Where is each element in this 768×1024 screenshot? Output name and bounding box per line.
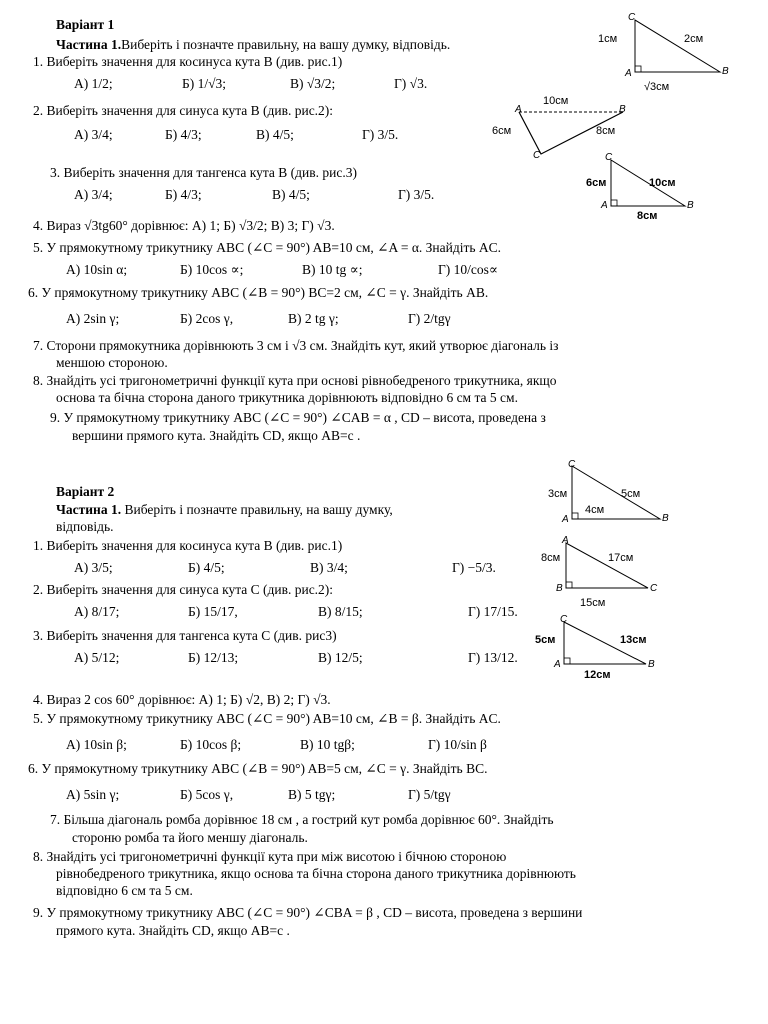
v2-figure-3 [532, 612, 662, 684]
v1-q3-opt-a: А) 3/4; [74, 187, 113, 202]
v1-fig3-right-angle [611, 200, 617, 206]
v2-fig3-side-ca: 5см [535, 634, 556, 646]
v1-title: Варіант 1 [56, 17, 115, 32]
v2-fig1-vertex-a: A [562, 514, 569, 525]
v2-q3-opt-a: А) 5/12; [74, 650, 120, 665]
v2-part-label: Частина 1. [56, 502, 122, 517]
v2-fig3-right-angle [564, 658, 570, 664]
v1-q9-line2: вершини прямого кута. Знайдіть CD, якщо AB=c . [72, 428, 361, 443]
v2-title: Варіант 2 [56, 484, 115, 499]
v2-q4: 4. Вираз 2 cos 60° дорівнює: А) 1; Б) √2, В) 2; Г) √3. [33, 692, 331, 707]
v2-q7-line1: 7. Більша діагональ ромба дорівнює 18 см , а гострий кут ромба дорівнює 60°. Знайдіть [50, 812, 554, 827]
v1-part-line [56, 37, 450, 53]
v1-q5: 5. У прямокутному трикутнику ABC (∠C = 90°) AB=10 см, ∠A = α. Знайдіть AC. [33, 240, 502, 255]
v1-fig1-side-ab: √3см [644, 81, 670, 93]
v1-q7-line1: 7. Сторони прямокутника дорівнюють 3 см і √3 см. Знайдіть кут, який утворює діагональ із [33, 338, 559, 353]
v2-fig1-side-ca: 3см [548, 488, 568, 500]
v1-fig1-right-angle [635, 66, 641, 72]
v2-q3: 3. Виберіть значення для тангенса кута C (див. рис3) [33, 628, 337, 643]
v2-figure-1 [545, 457, 675, 527]
v1-q2-opt-d: Г) 3/5. [362, 127, 399, 142]
v1-fig3-vertex-c: C [605, 152, 613, 163]
v2-q1-opt-d: Г) −5/3. [452, 560, 496, 575]
v1-q1-opt-c: В) √3/2; [290, 76, 336, 91]
v2-q6: 6. У прямокутному трикутнику ABC (∠B = 90°) AB=5 см, ∠C = γ. Знайдіть BC. [28, 761, 488, 776]
v2-q1-opt-b: Б) 4/5; [188, 560, 225, 575]
v2-q9-line2: прямого кута. Знайдіть CD, якщо AB=c . [56, 923, 290, 938]
v2-q2-opt-b: Б) 15/17, [188, 604, 238, 619]
v2-fig1-vertex-c: C [568, 459, 576, 470]
v1-fig2-side-ab: 10см [543, 95, 569, 107]
v1-q4: 4. Вираз √3tg60° дорівнює: А) 1; Б) √3/2; В) 3; Г) √3. [33, 218, 335, 233]
v2-fig1-vertex-b: B [662, 513, 669, 524]
v2-q8-line3: відповідно 6 см та 5 см. [56, 883, 193, 898]
v2-fig1-side-cb: 5см [621, 488, 641, 500]
v2-q5-opt-d: Г) 10/sin β [428, 737, 487, 752]
v2-fig3-side-ab: 12см [584, 669, 611, 681]
v2-fig1-right-angle [572, 513, 578, 519]
v2-q5-opt-c: В) 10 tgβ; [300, 737, 355, 752]
v1-fig1-side-cb: 2см [684, 33, 704, 45]
v1-fig3-side-cb: 10см [649, 177, 676, 189]
v2-q1-opt-c: В) 3/4; [310, 560, 348, 575]
v2-part-text-line2: відповідь. [56, 519, 114, 534]
v1-part-text: Виберіть і позначте правильну, на вашу думку, відповідь. [121, 37, 451, 52]
v1-q1: 1. Виберіть значення для косинуса кута B (див. рис.1) [33, 54, 343, 69]
v1-q5-opt-a: А) 10sin α; [66, 262, 128, 277]
v1-q9-line1: 9. У прямокутному трикутнику ABC (∠C = 90°) ∠CAB = α , CD – висота, проведена з [50, 410, 546, 425]
v2-q3-opt-b: Б) 12/13; [188, 650, 239, 665]
v2-fig2-vertex-c: C [650, 583, 658, 594]
v2-fig2-vertex-b: B [556, 583, 563, 594]
v1-fig2-side-ac: 6см [492, 125, 512, 137]
v1-q6-opt-d: Г) 2/tgγ [408, 311, 451, 326]
v1-fig2-vertex-c: C [533, 150, 541, 161]
v2-q8-line1: 8. Знайдіть усі тригонометричні функції кута при між висотою і бічною стороною [33, 849, 507, 864]
v2-q7-line2: стороню ромба та його меншу діагональ. [72, 830, 308, 845]
v2-q8-line2: рівнобедреного трикутника, якщо основа та бічна сторона даного трикутника дорівнюють [56, 866, 576, 881]
v1-figure-1 [590, 10, 740, 95]
v1-q1-opt-a: А) 1/2; [74, 76, 113, 91]
v2-q1-opt-a: А) 3/5; [74, 560, 113, 575]
v2-q6-opt-a: А) 5sin γ; [66, 787, 120, 802]
v2-fig3-side-cb: 13см [620, 634, 647, 646]
v1-q8-line2: основа та бічна сторона даного трикутника дорівнюють відповідно 6 см та 5 см. [56, 390, 518, 405]
v1-q2-opt-a: А) 3/4; [74, 127, 113, 142]
v2-q2-opt-d: Г) 17/15. [468, 604, 518, 619]
v2-q6-opt-c: В) 5 tgγ; [288, 787, 336, 802]
v1-q2-opt-b: Б) 4/3; [165, 127, 202, 142]
v1-fig1-vertex-b: B [722, 66, 729, 77]
v2-q6-opt-b: Б) 5cos γ, [180, 787, 234, 802]
v1-fig1-triangle [635, 20, 720, 72]
v2-part-line [56, 502, 393, 518]
v1-q3: 3. Виберіть значення для тангенса кута B (див. рис.3) [50, 165, 357, 180]
v2-fig2-vertex-a: A [562, 535, 569, 546]
v1-q5-opt-c: В) 10 tg ∝; [302, 262, 363, 277]
v1-q6-opt-c: В) 2 tg γ; [288, 311, 339, 326]
v1-q5-opt-b: Б) 10cos ∝; [180, 262, 244, 277]
v1-q6-opt-a: А) 2sin γ; [66, 311, 120, 326]
v2-q5-opt-b: Б) 10cos β; [180, 737, 242, 752]
v1-q3-opt-c: В) 4/5; [272, 187, 310, 202]
v1-fig1-side-ca: 1см [598, 33, 618, 45]
v2-fig2-side-ac: 17см [608, 552, 634, 564]
v1-q2-opt-c: В) 4/5; [256, 127, 294, 142]
v1-q3-opt-d: Г) 3/5. [398, 187, 435, 202]
v1-q3-opt-b: Б) 4/3; [165, 187, 202, 202]
v2-q3-opt-c: В) 12/5; [318, 650, 363, 665]
v1-q5-opt-d: Г) 10/cos∝ [438, 262, 499, 277]
v2-q2-opt-c: В) 8/15; [318, 604, 363, 619]
v1-fig2-vertex-a: A [515, 104, 522, 115]
v2-q1: 1. Виберіть значення для косинуса кута B (див. рис.1) [33, 538, 343, 553]
v2-q2: 2. Виберіть значення для синуса кута C (див. рис.2): [33, 582, 334, 597]
v2-part-text: Виберіть і позначте правильну, на вашу думку, [121, 502, 393, 517]
v2-fig2-triangle [566, 543, 648, 588]
v1-fig2-side-cb: 8см [596, 125, 616, 137]
v1-q6-opt-b: Б) 2cos γ, [180, 311, 234, 326]
v2-fig3-vertex-b: B [648, 659, 655, 670]
v2-fig3-vertex-a: A [554, 659, 561, 670]
v1-fig3-vertex-a: A [601, 200, 608, 211]
v2-q3-opt-d: Г) 13/12. [468, 650, 518, 665]
v2-fig2-side-ab: 8см [541, 552, 561, 564]
v1-q7-line2: меншою стороною. [56, 355, 168, 370]
v1-q1-opt-b: Б) 1/√3; [182, 76, 227, 91]
v1-q8-line1: 8. Знайдіть усі тригонометричні функції кута при основі рівнобедреного трикутника, якщо [33, 373, 557, 388]
v1-q6: 6. У прямокутному трикутнику ABC (∠B = 90°) BC=2 см, ∠C = γ. Знайдіть AB. [28, 285, 489, 300]
v2-fig2-right-angle [566, 582, 572, 588]
v2-q5: 5. У прямокутному трикутнику ABC (∠C = 90°) AB=10 см, ∠B = β. Знайдіть AC. [33, 711, 501, 726]
v1-figure-3 [585, 150, 715, 225]
v1-fig1-vertex-a: A [625, 68, 632, 79]
v1-fig3-vertex-b: B [687, 200, 694, 211]
v2-figure-2 [540, 533, 675, 611]
v1-part-label: Частина 1. [56, 37, 122, 52]
v2-fig1-side-ab: 4см [585, 504, 605, 516]
v1-fig1-vertex-c: C [628, 12, 636, 23]
v1-fig3-side-ca: 6см [586, 177, 607, 189]
v2-q6-opt-d: Г) 5/tgγ [408, 787, 451, 802]
v1-q1-opt-d: Г) √3. [394, 76, 428, 91]
v1-fig2-vertex-b: B [619, 104, 626, 115]
v2-q9-line1: 9. У прямокутному трикутнику ABC (∠C = 90°) ∠CBA = β , CD – висота, проведена з вершини [33, 905, 583, 920]
v1-fig3-side-ab: 8см [637, 210, 658, 222]
v1-q2: 2. Виберіть значення для синуса кута B (див. рис.2): [33, 103, 334, 118]
v2-q2-opt-a: А) 8/17; [74, 604, 120, 619]
v2-fig3-vertex-c: C [560, 614, 568, 625]
v2-q5-opt-a: А) 10sin β; [66, 737, 127, 752]
v2-fig2-side-bc: 15см [580, 597, 606, 609]
